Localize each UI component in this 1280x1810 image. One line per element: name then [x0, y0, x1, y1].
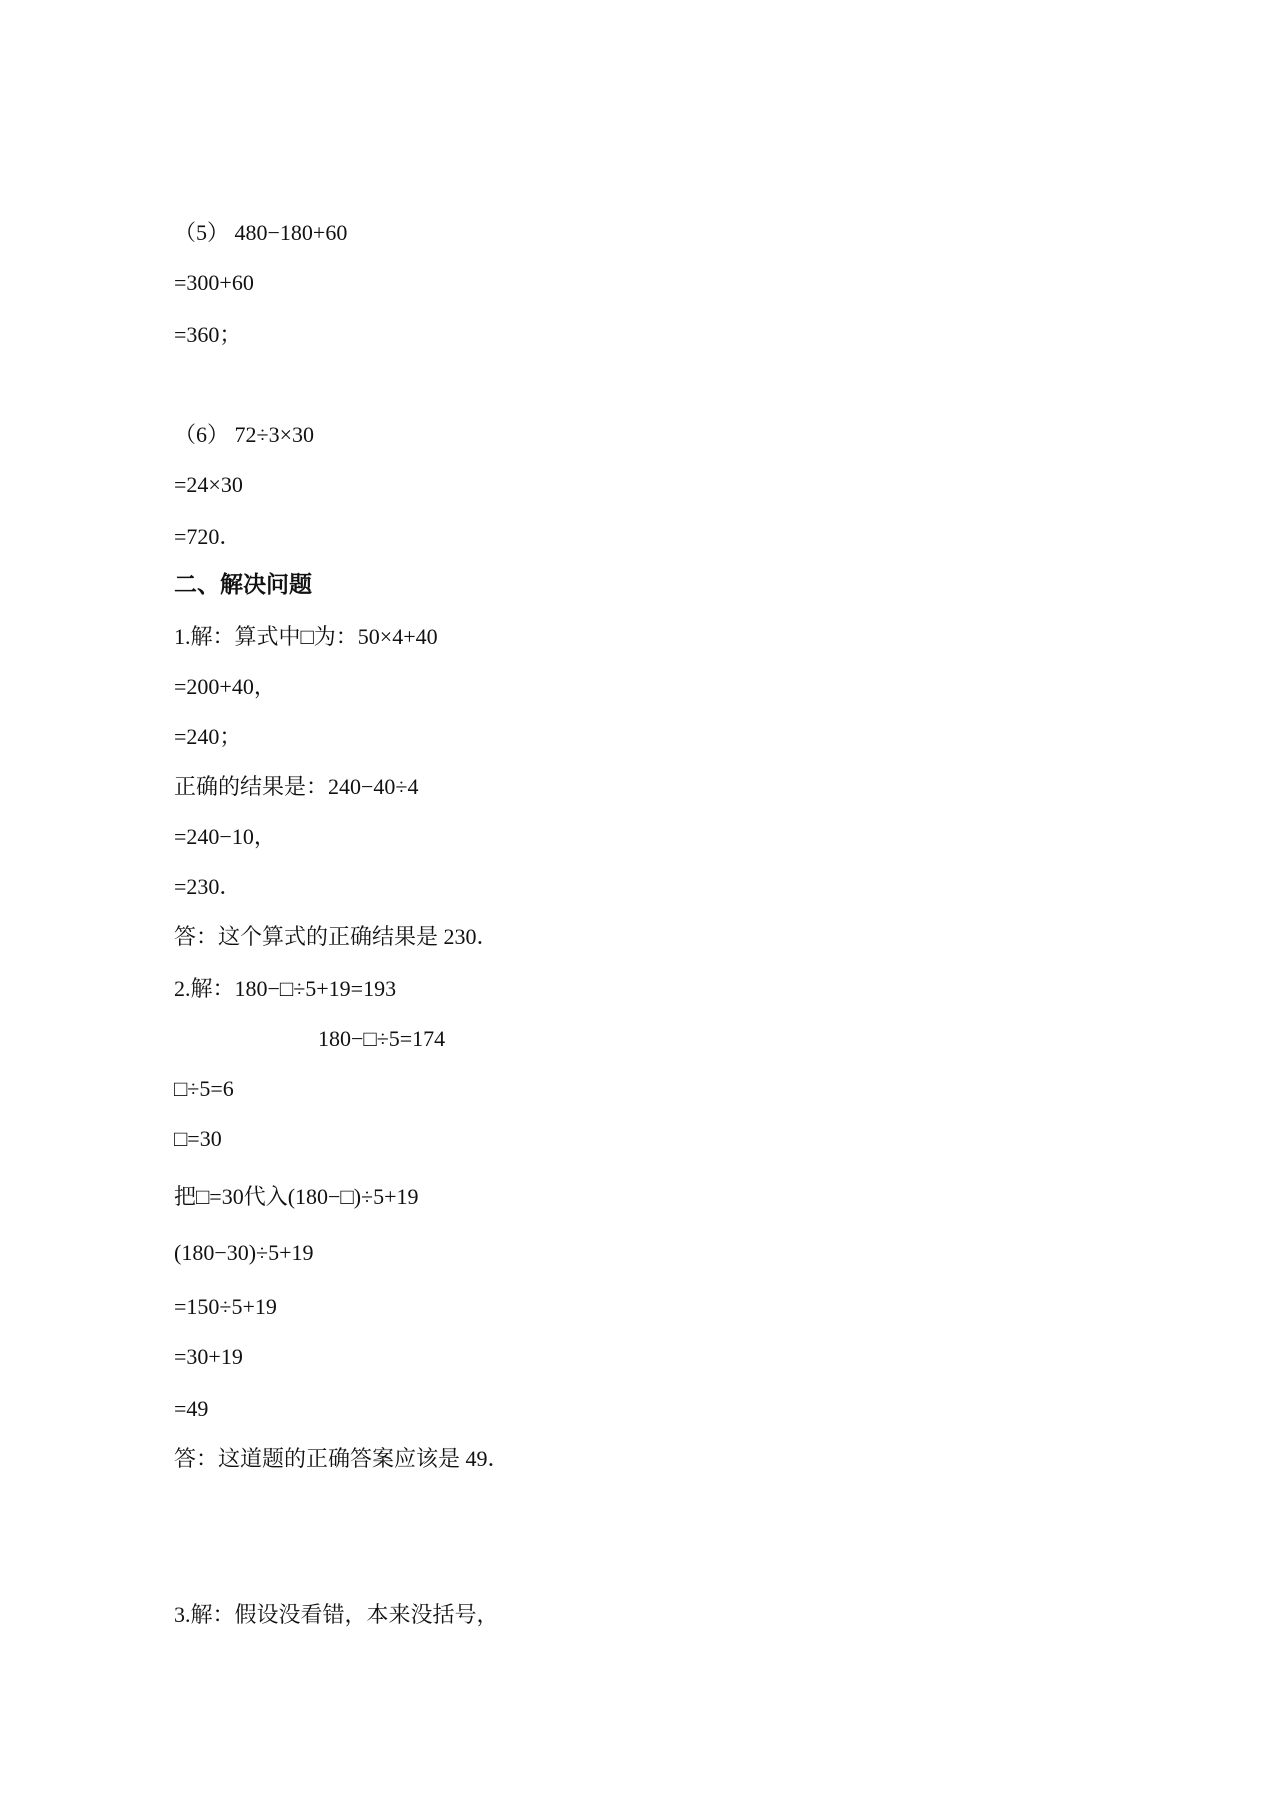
step-6-line-2: =24×30 — [174, 472, 243, 497]
problem-1-line-6: =230． — [174, 874, 242, 899]
problem-2-line-5: 把□=30代入(180−□)÷5+19 — [174, 1184, 419, 1209]
problem-2-line-4: □=30 — [174, 1126, 222, 1151]
problem-3-line-1: 3.解：假设没看错，本来没括号， — [174, 1602, 499, 1627]
step-5-line-2: =300+60 — [174, 270, 254, 295]
problem-2-line-8: =30+19 — [174, 1344, 243, 1369]
problem-1-line-1: 1.解：算式中□为：50×4+40 — [174, 624, 438, 649]
problem-2-line-9: =49 — [174, 1396, 209, 1421]
problem-2-line-1: 2.解：180−□÷5+19=193 — [174, 976, 397, 1001]
problem-2-line-2: 180−□÷5=174 — [318, 1026, 446, 1051]
step-5-expression: （5） 480−180+60 — [174, 220, 348, 245]
problem-2-line-6: (180−30)÷5+19 — [174, 1240, 314, 1265]
problem-1-line-4: 正确的结果是：240−40÷4 — [174, 774, 419, 799]
problem-1-line-3: =240； — [174, 724, 242, 749]
step-6-expression: （6） 72÷3×30 — [174, 422, 314, 447]
problem-2-line-3: □÷5=6 — [174, 1076, 234, 1101]
problem-2-answer: 答：这道题的正确答案应该是 49． — [174, 1446, 510, 1471]
step-5-result: =360； — [174, 322, 242, 347]
step-6-result: =720． — [174, 524, 242, 549]
problem-2-line-7: =150÷5+19 — [174, 1294, 277, 1319]
section-heading: 二、解决问题 — [174, 571, 312, 598]
problem-1-line-2: =200+40， — [174, 674, 276, 699]
problem-1-line-5: =240−10， — [174, 824, 276, 849]
problem-1-answer: 答：这个算式的正确结果是 230． — [174, 924, 499, 949]
